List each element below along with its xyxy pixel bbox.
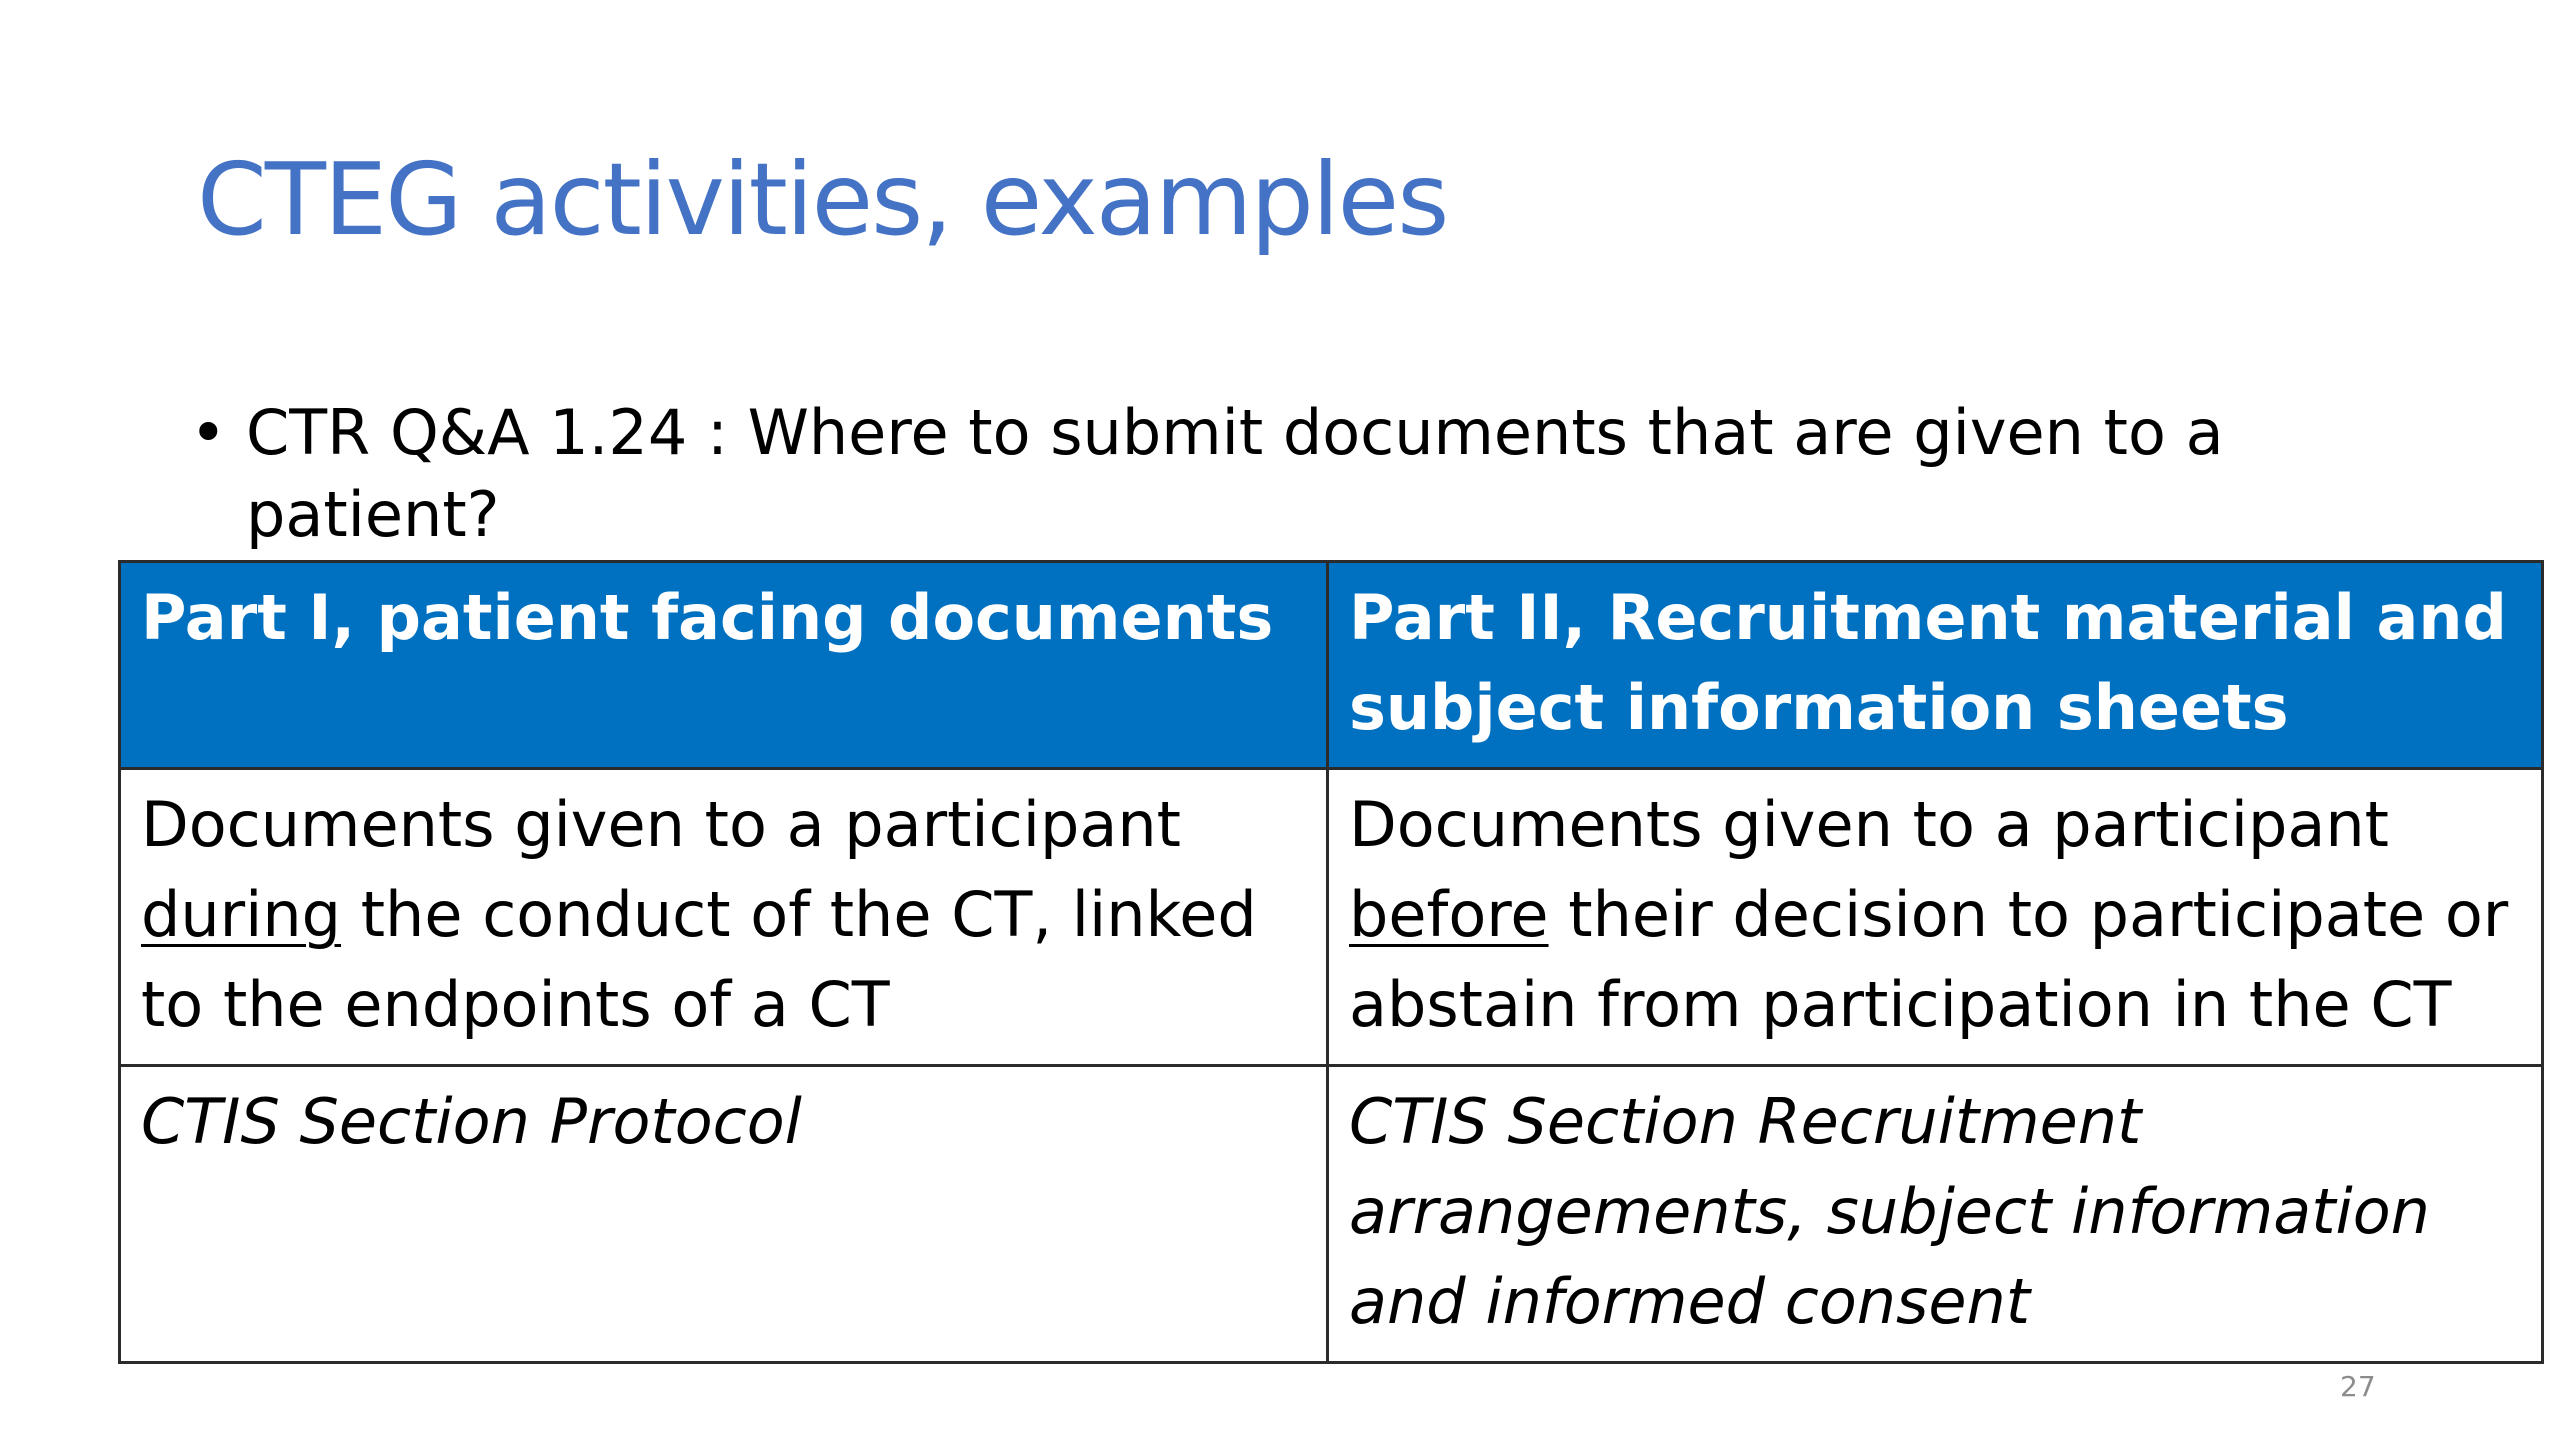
bullet-item xyxy=(190,392,2290,556)
cell-part-two-section: CTIS Section Recruitment arrangements, subject information and informed consent xyxy=(1328,1066,2543,1363)
table-row xyxy=(120,1066,2543,1363)
cell-text: the conduct of the CT, linked to the endpoints of a CT xyxy=(141,878,1257,1041)
comparison-table xyxy=(118,560,2544,1364)
cell-text: Documents given to a participant xyxy=(141,788,1181,861)
bullet-text: CTR Q&A 1.24 : Where to submit documents that are given to a patient? xyxy=(246,396,2224,551)
page-number: 27 xyxy=(2340,1370,2376,1403)
cell-part-one-section: CTIS Section Protocol xyxy=(120,1066,1328,1363)
underlined-term: before xyxy=(1349,878,1549,951)
table-row xyxy=(120,769,2543,1066)
underlined-term: during xyxy=(141,878,342,951)
slide-title: CTEG activities, examples xyxy=(197,141,1448,258)
bullet-icon: • xyxy=(190,396,227,469)
header-part-one: Part I, patient facing documents xyxy=(120,562,1328,769)
cell-part-two-description xyxy=(1328,769,2543,1066)
cell-part-one-description xyxy=(120,769,1328,1066)
cell-text: their decision to participate or abstain from participation in the CT xyxy=(1349,878,2509,1041)
header-part-two: Part II, Recruitment material and subject information sheets xyxy=(1328,562,2543,769)
cell-text: Documents given to a participant xyxy=(1349,788,2389,861)
table-header-row xyxy=(120,562,2543,769)
